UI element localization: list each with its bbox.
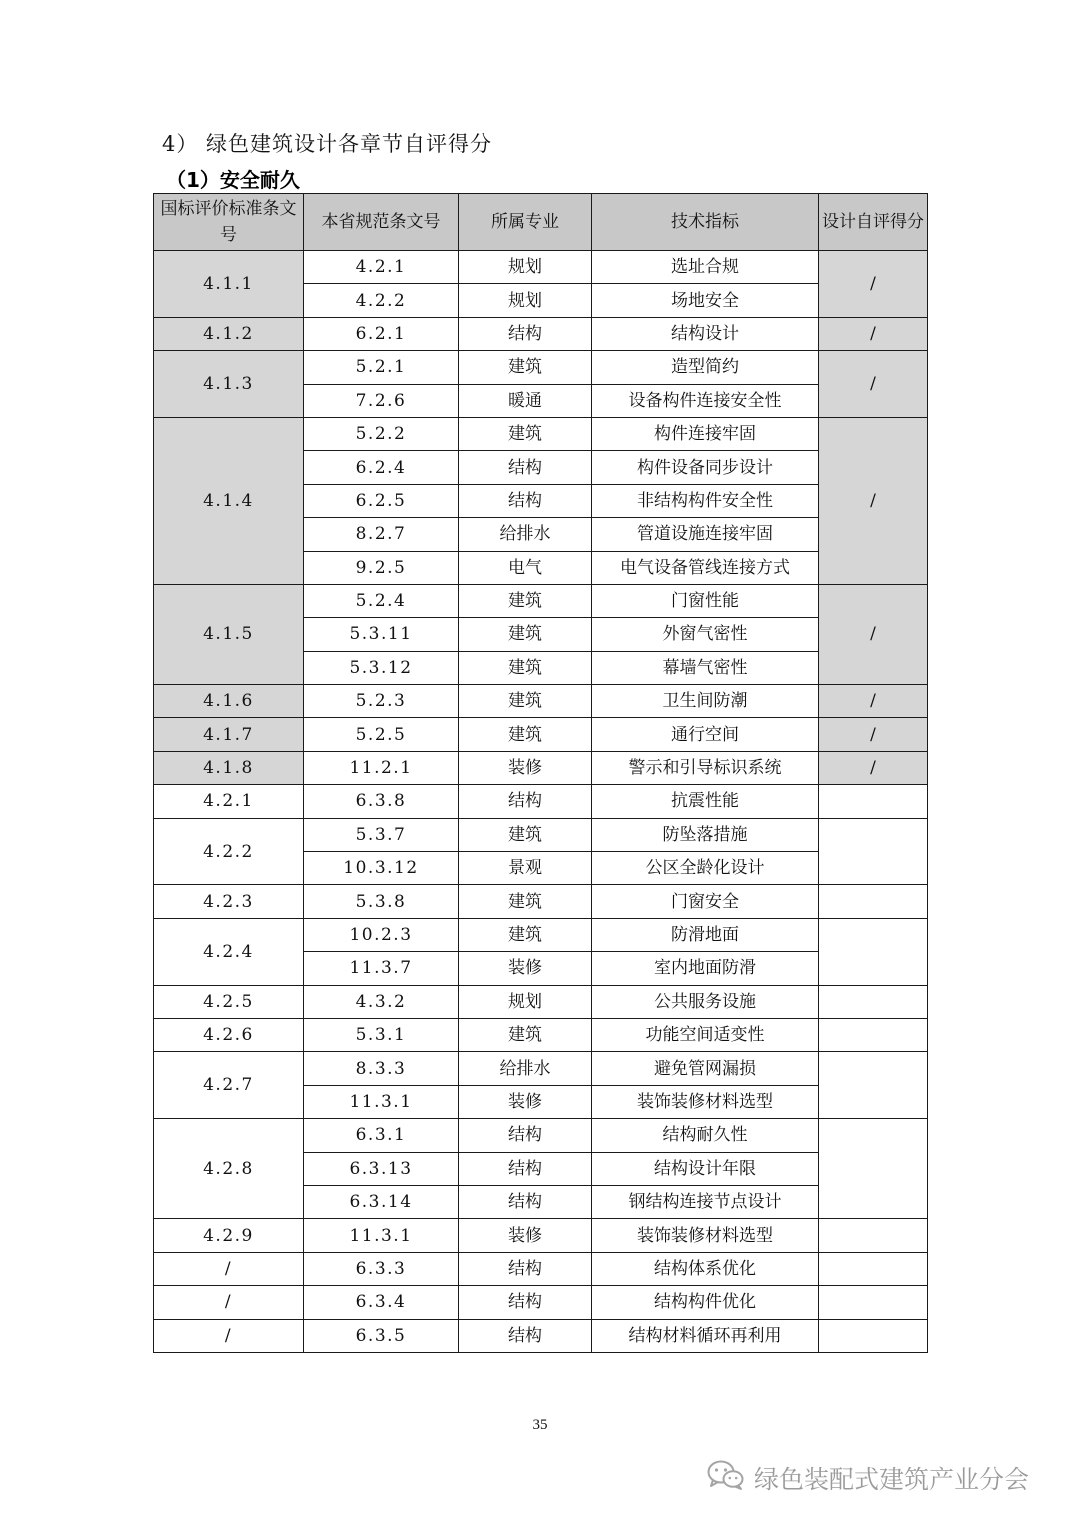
national-standard-clause-cell: 4.1.2 xyxy=(154,317,304,350)
provincial-code-clause-cell: 11.3.1 xyxy=(304,1085,459,1118)
table-row xyxy=(154,785,928,818)
self-evaluation-score-cell xyxy=(819,1219,928,1252)
discipline-cell: 规划 xyxy=(459,251,592,284)
self-evaluation-score-cell: / xyxy=(819,685,928,718)
technical-metric-cell: 构件设备同步设计 xyxy=(592,451,819,484)
provincial-code-clause-cell: 6.2.4 xyxy=(304,451,459,484)
national-standard-clause-cell: 4.1.3 xyxy=(154,351,304,418)
national-standard-clause-cell: 4.1.8 xyxy=(154,751,304,784)
table-row xyxy=(154,1252,928,1285)
table-row xyxy=(154,818,928,851)
provincial-code-clause-cell: 5.3.8 xyxy=(304,885,459,918)
provincial-code-clause-cell: 5.3.7 xyxy=(304,818,459,851)
self-evaluation-score-cell xyxy=(819,1119,928,1219)
provincial-code-clause-cell: 10.3.12 xyxy=(304,852,459,885)
technical-metric-cell: 装饰装修材料选型 xyxy=(592,1219,819,1252)
technical-metric-cell: 卫生间防潮 xyxy=(592,685,819,718)
national-standard-clause-cell: / xyxy=(154,1252,304,1285)
discipline-cell: 建筑 xyxy=(459,818,592,851)
national-standard-clause-cell: 4.2.1 xyxy=(154,785,304,818)
technical-metric-cell: 电气设备管线连接方式 xyxy=(592,551,819,584)
provincial-code-clause-cell: 6.2.5 xyxy=(304,484,459,517)
self-evaluation-table xyxy=(153,193,928,1353)
technical-metric-cell: 门窗安全 xyxy=(592,885,819,918)
discipline-cell: 结构 xyxy=(459,1319,592,1352)
provincial-code-clause-cell: 6.3.1 xyxy=(304,1119,459,1152)
discipline-cell: 规划 xyxy=(459,284,592,317)
technical-metric-cell: 通行空间 xyxy=(592,718,819,751)
discipline-cell: 建筑 xyxy=(459,351,592,384)
discipline-cell: 结构 xyxy=(459,1185,592,1218)
technical-metric-cell: 防坠落措施 xyxy=(592,818,819,851)
provincial-code-clause-cell: 5.3.12 xyxy=(304,651,459,684)
provincial-code-clause-cell: 5.3.11 xyxy=(304,618,459,651)
national-standard-clause-cell: / xyxy=(154,1286,304,1319)
self-evaluation-score-cell: / xyxy=(819,251,928,318)
technical-metric-cell: 装饰装修材料选型 xyxy=(592,1085,819,1118)
technical-metric-cell: 结构材料循环再利用 xyxy=(592,1319,819,1352)
table-row xyxy=(154,885,928,918)
discipline-cell: 结构 xyxy=(459,785,592,818)
national-standard-clause-cell: 4.2.3 xyxy=(154,885,304,918)
table-row xyxy=(154,1018,928,1051)
discipline-cell: 装修 xyxy=(459,1219,592,1252)
national-standard-clause-cell: 4.2.2 xyxy=(154,818,304,885)
table-row xyxy=(154,985,928,1018)
discipline-cell: 结构 xyxy=(459,317,592,350)
wechat-icon xyxy=(706,1458,746,1498)
national-standard-clause-cell: 4.1.1 xyxy=(154,251,304,318)
self-evaluation-score-cell xyxy=(819,818,928,885)
provincial-code-clause-cell: 11.3.7 xyxy=(304,952,459,985)
provincial-code-clause-cell: 6.3.14 xyxy=(304,1185,459,1218)
header-provincial-code-clause: 本省规范条文号 xyxy=(304,194,459,251)
technical-metric-cell: 抗震性能 xyxy=(592,785,819,818)
national-standard-clause-cell: 4.2.6 xyxy=(154,1018,304,1051)
provincial-code-clause-cell: 5.2.3 xyxy=(304,685,459,718)
technical-metric-cell: 幕墙气密性 xyxy=(592,651,819,684)
national-standard-clause-cell: 4.1.7 xyxy=(154,718,304,751)
technical-metric-cell: 门窗性能 xyxy=(592,584,819,617)
section-heading: 4） 绿色建筑设计各章节自评得分 xyxy=(162,132,493,156)
page-number: 35 xyxy=(532,1417,548,1433)
discipline-cell: 给排水 xyxy=(459,1052,592,1085)
technical-metric-cell: 非结构构件安全性 xyxy=(592,484,819,517)
discipline-cell: 规划 xyxy=(459,985,592,1018)
provincial-code-clause-cell: 5.2.5 xyxy=(304,718,459,751)
provincial-code-clause-cell: 4.2.2 xyxy=(304,284,459,317)
provincial-code-clause-cell: 6.3.4 xyxy=(304,1286,459,1319)
technical-metric-cell: 结构设计年限 xyxy=(592,1152,819,1185)
technical-metric-cell: 避免管网漏损 xyxy=(592,1052,819,1085)
discipline-cell: 结构 xyxy=(459,484,592,517)
watermark-text: 绿色装配式建筑产业分会 xyxy=(754,1465,1030,1494)
provincial-code-clause-cell: 7.2.6 xyxy=(304,384,459,417)
discipline-cell: 装修 xyxy=(459,952,592,985)
provincial-code-clause-cell: 5.2.1 xyxy=(304,351,459,384)
national-standard-clause-cell: 4.1.5 xyxy=(154,584,304,684)
discipline-cell: 景观 xyxy=(459,852,592,885)
discipline-cell: 建筑 xyxy=(459,1018,592,1051)
header-technical-metric: 技术指标 xyxy=(592,194,819,251)
self-evaluation-score-cell: / xyxy=(819,751,928,784)
technical-metric-cell: 造型简约 xyxy=(592,351,819,384)
technical-metric-cell: 公区全龄化设计 xyxy=(592,852,819,885)
provincial-code-clause-cell: 8.2.7 xyxy=(304,518,459,551)
discipline-cell: 装修 xyxy=(459,751,592,784)
national-standard-clause-cell: 4.2.8 xyxy=(154,1119,304,1219)
technical-metric-cell: 结构构件优化 xyxy=(592,1286,819,1319)
discipline-cell: 电气 xyxy=(459,551,592,584)
technical-metric-cell: 警示和引导标识系统 xyxy=(592,751,819,784)
discipline-cell: 给排水 xyxy=(459,518,592,551)
table-row xyxy=(154,417,928,450)
watermark xyxy=(706,1458,1029,1498)
subsection-heading: （1）安全耐久 xyxy=(166,168,300,192)
national-standard-clause-cell: 4.2.4 xyxy=(154,918,304,985)
self-evaluation-score-cell xyxy=(819,1252,928,1285)
table-row xyxy=(154,718,928,751)
national-standard-clause-cell: 4.2.7 xyxy=(154,1052,304,1119)
national-standard-clause-cell: 4.1.4 xyxy=(154,417,304,584)
discipline-cell: 结构 xyxy=(459,451,592,484)
technical-metric-cell: 钢结构连接节点设计 xyxy=(592,1185,819,1218)
discipline-cell: 装修 xyxy=(459,1085,592,1118)
national-standard-clause-cell: 4.1.6 xyxy=(154,685,304,718)
discipline-cell: 建筑 xyxy=(459,718,592,751)
table-row xyxy=(154,1119,928,1152)
table-header-row xyxy=(154,194,928,251)
technical-metric-cell: 结构体系优化 xyxy=(592,1252,819,1285)
provincial-code-clause-cell: 4.2.1 xyxy=(304,251,459,284)
table-row xyxy=(154,918,928,951)
discipline-cell: 结构 xyxy=(459,1152,592,1185)
technical-metric-cell: 构件连接牢固 xyxy=(592,417,819,450)
provincial-code-clause-cell: 5.2.4 xyxy=(304,584,459,617)
discipline-cell: 暖通 xyxy=(459,384,592,417)
discipline-cell: 建筑 xyxy=(459,651,592,684)
provincial-code-clause-cell: 6.2.1 xyxy=(304,317,459,350)
discipline-cell: 结构 xyxy=(459,1252,592,1285)
provincial-code-clause-cell: 6.3.8 xyxy=(304,785,459,818)
self-evaluation-score-cell: / xyxy=(819,584,928,684)
technical-metric-cell: 公共服务设施 xyxy=(592,985,819,1018)
technical-metric-cell: 结构耐久性 xyxy=(592,1119,819,1152)
provincial-code-clause-cell: 11.3.1 xyxy=(304,1219,459,1252)
table-body xyxy=(154,251,928,1353)
self-evaluation-score-cell xyxy=(819,1319,928,1352)
discipline-cell: 结构 xyxy=(459,1286,592,1319)
technical-metric-cell: 室内地面防滑 xyxy=(592,952,819,985)
technical-metric-cell: 管道设施连接牢固 xyxy=(592,518,819,551)
provincial-code-clause-cell: 6.3.5 xyxy=(304,1319,459,1352)
table-row xyxy=(154,1286,928,1319)
national-standard-clause-cell: 4.2.9 xyxy=(154,1219,304,1252)
national-standard-clause-cell: / xyxy=(154,1319,304,1352)
technical-metric-cell: 防滑地面 xyxy=(592,918,819,951)
table-row xyxy=(154,1052,928,1085)
technical-metric-cell: 结构设计 xyxy=(592,317,819,350)
discipline-cell: 建筑 xyxy=(459,685,592,718)
self-evaluation-score-cell xyxy=(819,785,928,818)
table-row xyxy=(154,584,928,617)
self-evaluation-score-cell: / xyxy=(819,317,928,350)
self-evaluation-score-cell xyxy=(819,1286,928,1319)
provincial-code-clause-cell: 11.2.1 xyxy=(304,751,459,784)
technical-metric-cell: 选址合规 xyxy=(592,251,819,284)
table-row xyxy=(154,317,928,350)
provincial-code-clause-cell: 6.3.3 xyxy=(304,1252,459,1285)
discipline-cell: 结构 xyxy=(459,1119,592,1152)
discipline-cell: 建筑 xyxy=(459,584,592,617)
technical-metric-cell: 场地安全 xyxy=(592,284,819,317)
self-evaluation-score-cell xyxy=(819,985,928,1018)
table-row xyxy=(154,351,928,384)
discipline-cell: 建筑 xyxy=(459,885,592,918)
provincial-code-clause-cell: 4.3.2 xyxy=(304,985,459,1018)
table-row xyxy=(154,251,928,284)
provincial-code-clause-cell: 8.3.3 xyxy=(304,1052,459,1085)
discipline-cell: 建筑 xyxy=(459,417,592,450)
self-evaluation-score-cell xyxy=(819,1052,928,1119)
technical-metric-cell: 外窗气密性 xyxy=(592,618,819,651)
self-evaluation-score-cell: / xyxy=(819,718,928,751)
header-discipline: 所属专业 xyxy=(459,194,592,251)
self-evaluation-score-cell xyxy=(819,1018,928,1051)
provincial-code-clause-cell: 10.2.3 xyxy=(304,918,459,951)
table-row xyxy=(154,751,928,784)
discipline-cell: 建筑 xyxy=(459,918,592,951)
self-evaluation-score-cell xyxy=(819,885,928,918)
header-national-standard-clause: 国标评价标准条文号 xyxy=(154,194,304,251)
self-evaluation-score-cell xyxy=(819,918,928,985)
national-standard-clause-cell: 4.2.5 xyxy=(154,985,304,1018)
header-self-evaluation-score: 设计自评得分 xyxy=(819,194,928,251)
discipline-cell: 建筑 xyxy=(459,618,592,651)
self-evaluation-score-cell: / xyxy=(819,417,928,584)
table-row xyxy=(154,1219,928,1252)
table-row xyxy=(154,1319,928,1352)
table-row xyxy=(154,685,928,718)
technical-metric-cell: 功能空间适变性 xyxy=(592,1018,819,1051)
self-evaluation-score-cell: / xyxy=(819,351,928,418)
technical-metric-cell: 设备构件连接安全性 xyxy=(592,384,819,417)
provincial-code-clause-cell: 5.3.1 xyxy=(304,1018,459,1051)
provincial-code-clause-cell: 9.2.5 xyxy=(304,551,459,584)
provincial-code-clause-cell: 5.2.2 xyxy=(304,417,459,450)
provincial-code-clause-cell: 6.3.13 xyxy=(304,1152,459,1185)
